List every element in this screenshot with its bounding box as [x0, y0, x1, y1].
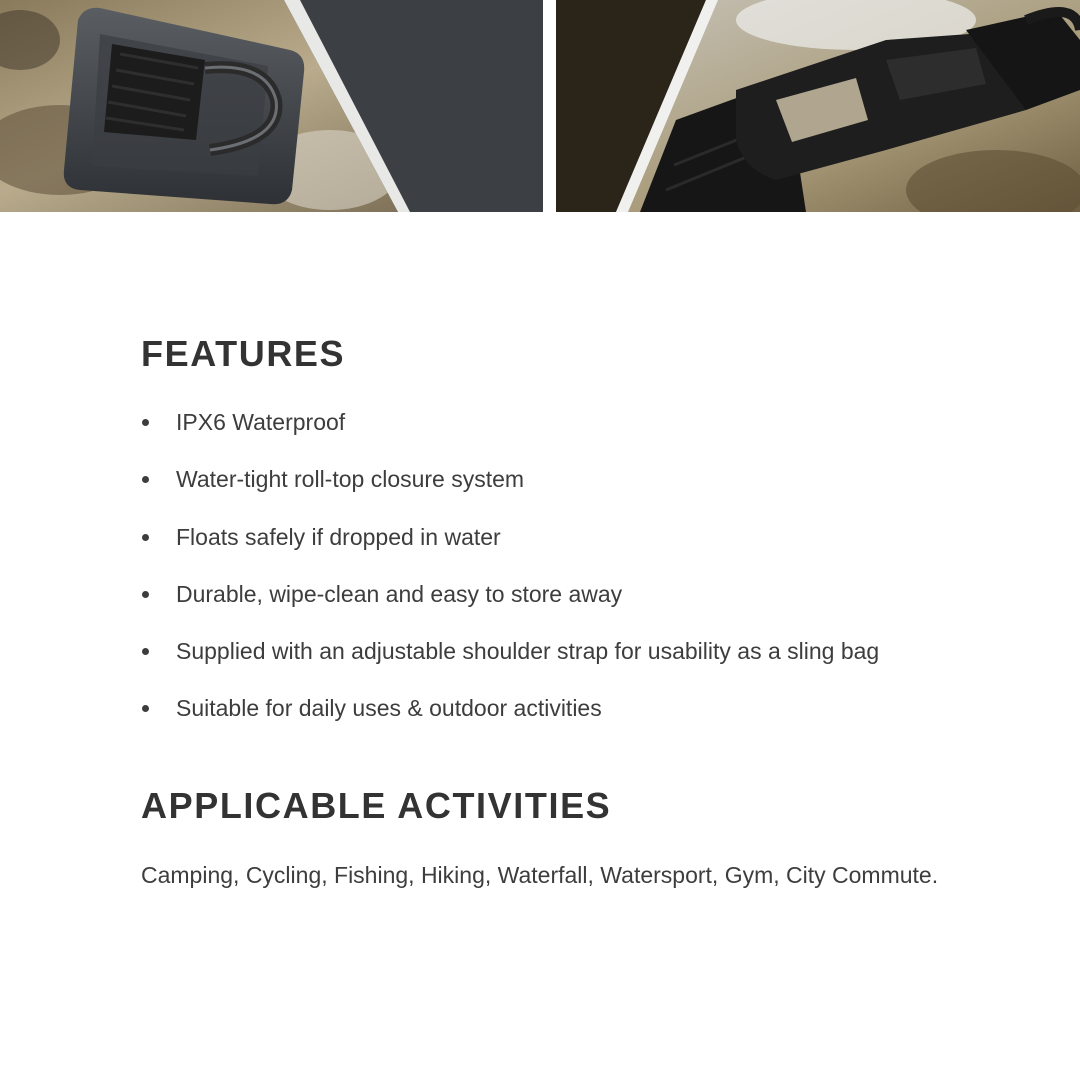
features-heading: FEATURES	[141, 333, 346, 374]
feature-text: Supplied with an adjustable shoulder strap for usability as a sling bag	[176, 638, 880, 665]
feature-item	[141, 519, 879, 576]
feature-text: Water-tight roll-top closure system	[176, 466, 525, 493]
features-list	[141, 404, 879, 748]
feature-item	[141, 404, 879, 461]
feature-text: Durable, wipe-clean and easy to store away	[176, 580, 623, 607]
feature-text: IPX6 Waterproof	[176, 409, 346, 435]
bullet-icon	[142, 591, 149, 598]
d-ring-patch-photo	[0, 0, 543, 212]
feature-text: Floats safely if dropped in water	[176, 523, 501, 550]
applicable-activities-heading: APPLICABLE ACTIVITIES	[141, 785, 612, 826]
bullet-icon	[142, 705, 149, 712]
feature-item	[141, 633, 879, 690]
buckle-strap-photo	[556, 0, 1080, 212]
bullet-icon	[142, 476, 149, 483]
activities-list-text: Camping, Cycling, Fishing, Hiking, Waterfall, Watersport, Gym, City Commute.	[141, 862, 939, 888]
product-photo-strip	[0, 0, 1080, 212]
feature-item	[141, 576, 879, 633]
bullet-icon	[142, 419, 149, 426]
bullet-icon	[142, 648, 149, 655]
bullet-icon	[142, 534, 149, 541]
feature-item	[141, 690, 879, 747]
feature-item	[141, 461, 879, 518]
feature-text: Suitable for daily uses & outdoor activities	[176, 695, 602, 722]
